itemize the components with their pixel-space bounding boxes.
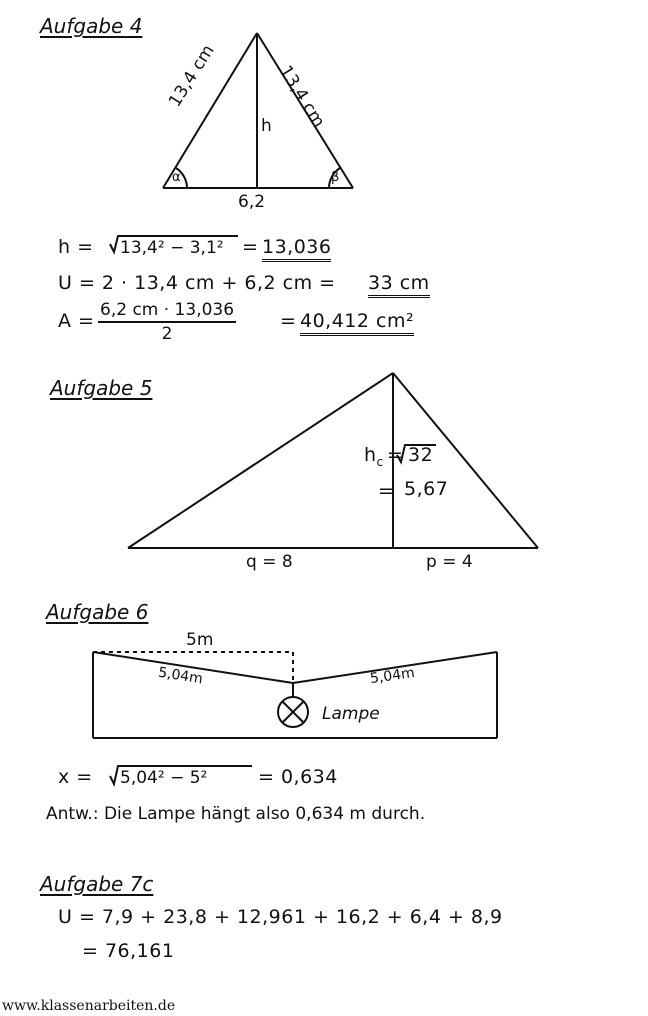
hc-eq: = (387, 444, 404, 466)
top-distance-label: 5m (186, 630, 214, 650)
angle-beta-label: β (331, 170, 340, 185)
aufgabe4-side-left: 13,4 cm (165, 41, 219, 111)
aufgabe4-base-label: 6,2 (238, 192, 266, 212)
eq-a-fraction (98, 300, 236, 344)
eq-h-lhs: h = (58, 236, 94, 258)
eq-h-result: 13,036 (262, 236, 331, 262)
eq-u-lhs: U = 2 · 13,4 cm + 6,2 cm = (58, 272, 336, 294)
footer-url: www.klassenarbeiten.de (2, 998, 176, 1014)
eq-u-result: 33 cm (368, 272, 430, 298)
aufgabe5-triangle (128, 373, 538, 548)
right-rope-label: 5,04m (369, 664, 416, 688)
hc-sub: c (376, 454, 384, 469)
eq-a-result: 40,412 cm² (300, 310, 414, 336)
hc-label (364, 444, 384, 469)
lamp-label: Lampe (322, 704, 380, 724)
eq-x-lhs: x = (58, 766, 93, 788)
aufgabe7c-line1: U = 7,9 + 23,8 + 12,961 + 16,2 + 6,4 + 8,9 (58, 906, 503, 928)
aufgabe5-title: Aufgabe 5 (50, 376, 153, 400)
hc-eq2: = (378, 480, 395, 502)
eq-x-root: 5,04² − 5² (120, 768, 208, 788)
eq-a-lhs: A = (58, 310, 95, 332)
aufgabe4-side-right: 13,4 cm (275, 62, 329, 132)
eq-a-eq: = (280, 310, 297, 332)
p-label: p = 4 (426, 552, 473, 572)
aufgabe7c-line2: = 76,161 (82, 940, 175, 962)
aufgabe7c-title: Aufgabe 7c (40, 872, 154, 896)
eq-h-root: 13,4² − 3,1² (120, 238, 224, 258)
hc-h: h (364, 444, 377, 466)
eq-x-rhs: = 0,634 (258, 766, 338, 788)
eq-h-eq: = (242, 236, 259, 258)
aufgabe6-room (93, 652, 497, 738)
hc-value: 5,67 (404, 478, 449, 500)
hc-root: 32 (408, 444, 434, 466)
aufgabe4-height-label: h (261, 116, 272, 136)
aufgabe4-title: Aufgabe 4 (40, 14, 143, 38)
aufgabe6-answer: Antw.: Die Lampe hängt also 0,634 m durch. (46, 804, 426, 824)
eq-a-numerator: 6,2 cm · 13,036 (98, 300, 236, 323)
eq-a-denominator: 2 (161, 324, 173, 344)
q-label: q = 8 (246, 552, 293, 572)
left-rope-label: 5,04m (157, 664, 204, 688)
angle-alpha-label: α (172, 170, 181, 185)
aufgabe6-title: Aufgabe 6 (46, 600, 149, 624)
